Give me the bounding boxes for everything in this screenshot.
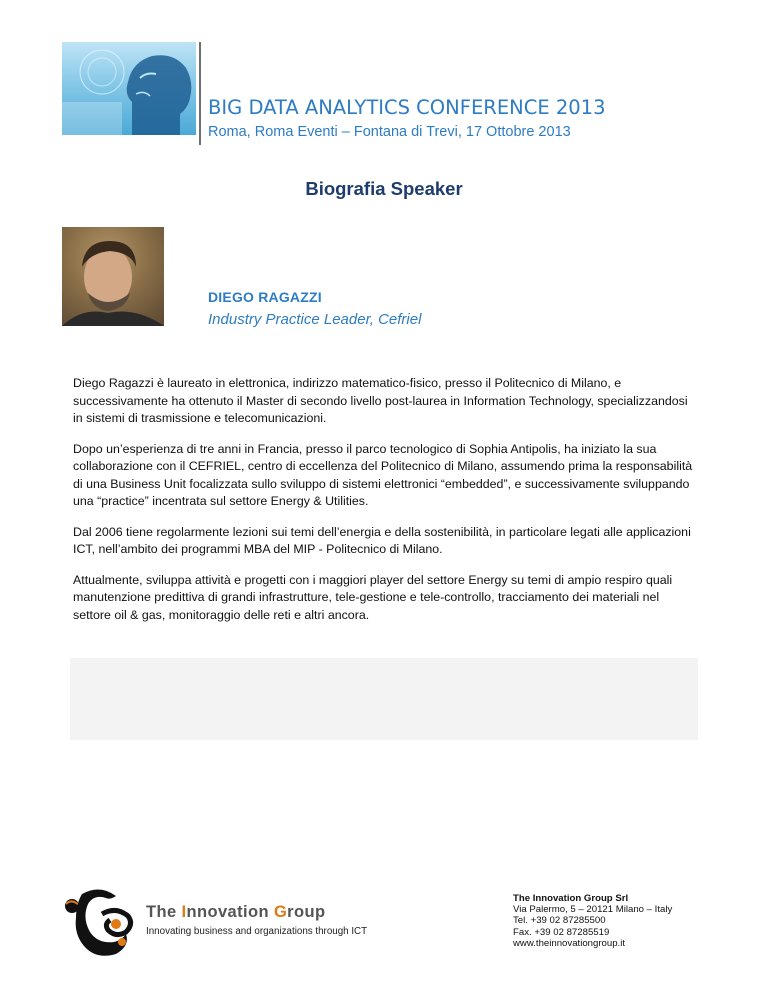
- innovation-group-logo-icon: [60, 884, 140, 958]
- conference-subtitle: Roma, Roma Eventi – Fontana di Trevi, 17 Ottobre 2013: [208, 124, 571, 140]
- contact-block: [513, 893, 672, 949]
- biography-text: [73, 375, 698, 637]
- company-fax: Fax. +39 02 87285519: [513, 926, 610, 938]
- bio-paragraph: Attualmente, sviluppa attività e progetti con i maggiori player del settore Energy su temi di ampio respiro quali manutenzione predittiva di grandi infrastrutture, tele-gestione e tele-controllo, tracciamento dei materiali nel settore oil & gas, monitoraggio delle reti e altri ancora.: [73, 572, 673, 622]
- header-divider: [199, 42, 201, 145]
- company-address: Via Palermo, 5 – 20121 Milano – Italy: [513, 904, 673, 916]
- innovation-group-tagline: Innovating business and organizations through ICT: [146, 926, 368, 937]
- company-name: The Innovation Group Srl: [513, 893, 629, 904]
- speaker-photo: [62, 227, 164, 326]
- conference-logo-image: [62, 42, 196, 135]
- innovation-group-name: The Innovation Group: [146, 903, 326, 921]
- company-phone: Tel. +39 02 87285500: [513, 915, 606, 927]
- company-website-link[interactable]: www.theinnovationgroup.it: [513, 937, 625, 949]
- bio-paragraph: Dopo un’esperienza di tre anni in Francia, presso il parco tecnologico di Sophia Antipolis, ha iniziato la sua collaborazione con il CEFRIEL, centro di eccellenza del Politecnico di Milano, assumendo prima la responsabilità di una Business Unit focalizzata sullo sviluppo di sistemi elettronici “embedded”, e successivamente sviluppando una “practice” incentrata sul settore Energy & Utilities.: [73, 441, 693, 508]
- speaker-role: Industry Practice Leader, Cefriel: [208, 311, 422, 328]
- empty-content-box: [70, 658, 698, 740]
- section-title: Biografia Speaker: [305, 178, 463, 199]
- speaker-name: DIEGO RAGAZZI: [208, 289, 322, 305]
- bio-paragraph: Dal 2006 tiene regolarmente lezioni sui temi dell’energia e della sostenibilità, in particolare legati alle applicazioni ICT, nell’ambito dei programmi MBA del MIP - Politecnico di Milano.: [73, 524, 691, 556]
- bio-paragraph: Diego Ragazzi è laureato in elettronica, indirizzo matematico-fisico, presso il Politecnico di Milano, e successivamente ha ottenuto il Master di secondo livello post-laurea in Information Technology, specializzandosi in sistemi di trasmissione e telecomunicazioni.: [73, 376, 688, 425]
- conference-title: BIG DATA ANALYTICS CONFERENCE 2013: [208, 96, 606, 119]
